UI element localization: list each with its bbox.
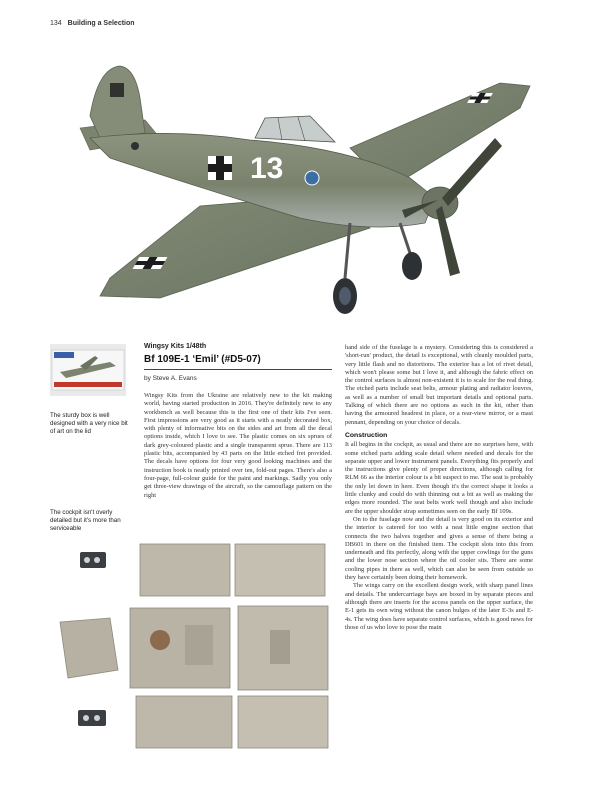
aircraft-number: 13	[250, 152, 284, 185]
article-column-left	[144, 392, 332, 500]
byline: by Steve A. Evans	[144, 375, 197, 382]
paragraph: hand side of the fuselage is a mystery. Considering this is considered a 'short-run' product, the detail is exceptional, with cleanly moulded parts, very little flash and no distortions. The exterior has a lot of rivet detail, which won't please some but I love it, and although the fabric effect on the control surfaces is almost non-existent it is to scale for the real thing. The etched parts include seat belts, armour plating and radiator louvres, as well as a number of small but important details and optional parts. Talking of which there are no options as such in the kit, other than having the armoured headrest in place, or a rear-view mirror, or a mast pennant, depending on your choice of decals.	[345, 344, 533, 426]
running-header	[50, 20, 135, 27]
paragraph: On to the fuselage now and the detail is very good on its exterior and the interior is catered for too with a neat little engine section that connects the two halves together and gives a sense of there being a DB601 in there on the finished item. The cockpit slots into this from underneath and fits perfectly, along with the upper cowlings for the guns and the lower nose section where the oil cooler sits. There are some cooling pipes in there as well, which can also be seen from outside so they have certainly been doing their homework.	[345, 515, 533, 582]
page-number: 134	[50, 20, 62, 27]
unit-emblem-icon	[305, 171, 319, 185]
article-column-right	[345, 344, 533, 632]
paragraph: It all begins in the cockpit, as usual and there are no surprises here, with some etched parts adding scale detail where needed and decals for the separate upper and lower instrument panels. Everything fits properly and the instructions give plenty of proper directions, although calling for RLM 66 as the interior colour is a bit suspect to me. The seat is probably the only let down in here. Even though it's the correct shape it looks a little clunky and could do with thinning out a bit as well as making the edges more rounded. The seat belts work well though and also include are the upper shoulder strap sometimes seen on the early Bf 109s.	[345, 441, 533, 515]
tail-marking-icon	[110, 83, 124, 97]
title-rule	[144, 369, 332, 370]
kit-box-photo	[50, 344, 126, 396]
construction-heading: Construction	[345, 431, 388, 439]
paragraph: Wingsy Kits from the Ukraine are relatively new to the kit making world, having started production in 2016. They're definitely new to any workbench as well because this is the first one of their kits I've seen. First impressions are very good as it starts with a neatly decorated box, with plenty of informative bits on the sides and art from all the decal options inside, which I love to see. The plastic comes on six sprues of dark grey-coloured plastic and a single transparent sprue. There are 113 plastic bits, accompanied by 43 parts on the little etched fret provided. The decals have options for four very good looking machines and the instruction book is neatly printed over ten, fold-out pages. There's also a four-page, full-colour guide for the paint and markings. Sadly you only get three-view drawings of the aircraft, so the camouflage pattern on the right	[144, 392, 332, 499]
box-caption: The sturdy box is well designed with a very nice bit of art on the lid	[50, 412, 128, 435]
article-kicker: Wingsy Kits 1/48th	[144, 343, 207, 350]
fuselage-cross-icon	[208, 156, 232, 180]
cockpit-parts-photo	[50, 540, 335, 752]
article-title: Bf 109E-1 ‘Emil’ (#D5-07)	[144, 354, 261, 365]
section-title: Building a Selection	[67, 20, 135, 27]
cockpit-caption: The cockpit isn't overly detailed but it's more than serviceable	[50, 509, 121, 532]
paragraph: The wings carry on the excellent design work, with sharp panel lines and details. The undercarriage bays are boxed in by separate pieces and although there are inserts for the access panels on the upper surface, the E-1 gets its own wing without the canon bulges of the later E-3s and E-4s. The wing does have separate control surfaces, which is good news for those of us who love to pose the main	[345, 582, 533, 631]
aircraft-photo	[50, 38, 560, 328]
